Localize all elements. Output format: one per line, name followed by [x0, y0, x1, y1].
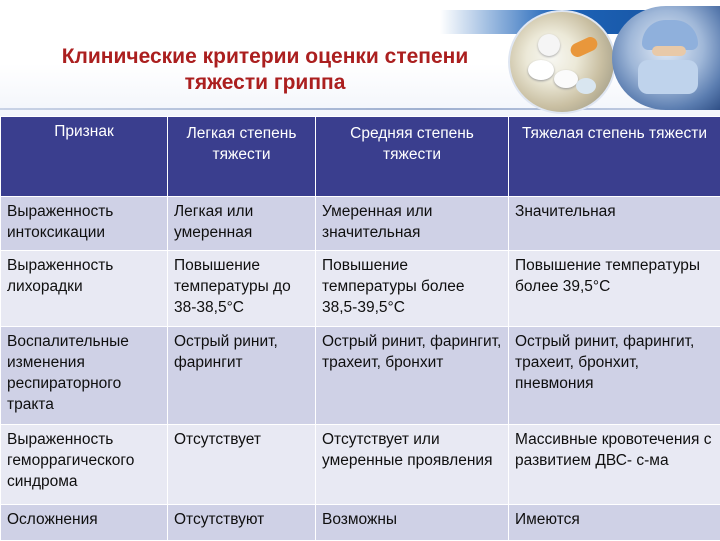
title-line-1: Клинические критерии оценки степени — [62, 45, 469, 68]
header-mild: Легкая степень тяжести — [168, 117, 316, 197]
surgeon-face — [652, 46, 686, 56]
pill-shape — [568, 35, 599, 60]
title-line-2: тяжести гриппа — [185, 71, 346, 94]
cell-feature: Воспалительные изменения респираторного тракта — [1, 327, 168, 425]
cell-moderate: Повышение температуры более 38,5-39,5°С — [316, 251, 509, 327]
cell-severe: Острый ринит, фарингит, трахеит, бронхит, пневмония — [509, 327, 720, 425]
header-severe: Тяжелая степень тяжести — [509, 117, 720, 197]
pill-shape — [554, 70, 578, 88]
table-row — [1, 251, 720, 327]
header-divider — [0, 108, 720, 110]
cell-severe: Значительная — [509, 197, 720, 251]
cell-moderate: Умеренная или значительная — [316, 197, 509, 251]
cell-severe: Повышение температуры более 39,5°С — [509, 251, 720, 327]
surgeon-mask — [638, 60, 698, 94]
cell-mild: Повышение температуры до 38-38,5°С — [168, 251, 316, 327]
cell-feature: Выраженность геморрагического синдрома — [1, 425, 168, 505]
cell-feature: Осложнения — [1, 505, 168, 541]
cell-mild: Отсутствуют — [168, 505, 316, 541]
header-moderate: Средняя степень тяжести — [316, 117, 509, 197]
cell-mild: Отсутствует — [168, 425, 316, 505]
cell-feature: Выраженность интоксикации — [1, 197, 168, 251]
cell-moderate: Возможны — [316, 505, 509, 541]
surgeon-photo — [612, 6, 720, 110]
cell-moderate: Острый ринит, фарингит, трахеит, бронхит — [316, 327, 509, 425]
pill-shape — [528, 60, 554, 80]
cell-mild: Острый ринит, фарингит — [168, 327, 316, 425]
table-row — [1, 327, 720, 425]
header-feature: Признак — [1, 117, 168, 197]
pill-shape — [576, 78, 596, 94]
cell-severe: Имеются — [509, 505, 720, 541]
cell-moderate: Отсутствует или умеренные проявления — [316, 425, 509, 505]
table-row — [1, 425, 720, 505]
cell-mild: Легкая или умеренная — [168, 197, 316, 251]
pill-shape — [538, 34, 560, 56]
slide-title — [30, 44, 500, 96]
slide-header — [0, 0, 720, 116]
table-row — [1, 197, 720, 251]
table-row — [1, 505, 720, 541]
pills-photo — [508, 10, 616, 114]
cell-severe: Массивные кровотечения с развитием ДВС- с-ма — [509, 425, 720, 505]
table-header-row — [1, 117, 720, 197]
flu-severity-table — [0, 116, 720, 541]
cell-feature: Выраженность лихорадки — [1, 251, 168, 327]
